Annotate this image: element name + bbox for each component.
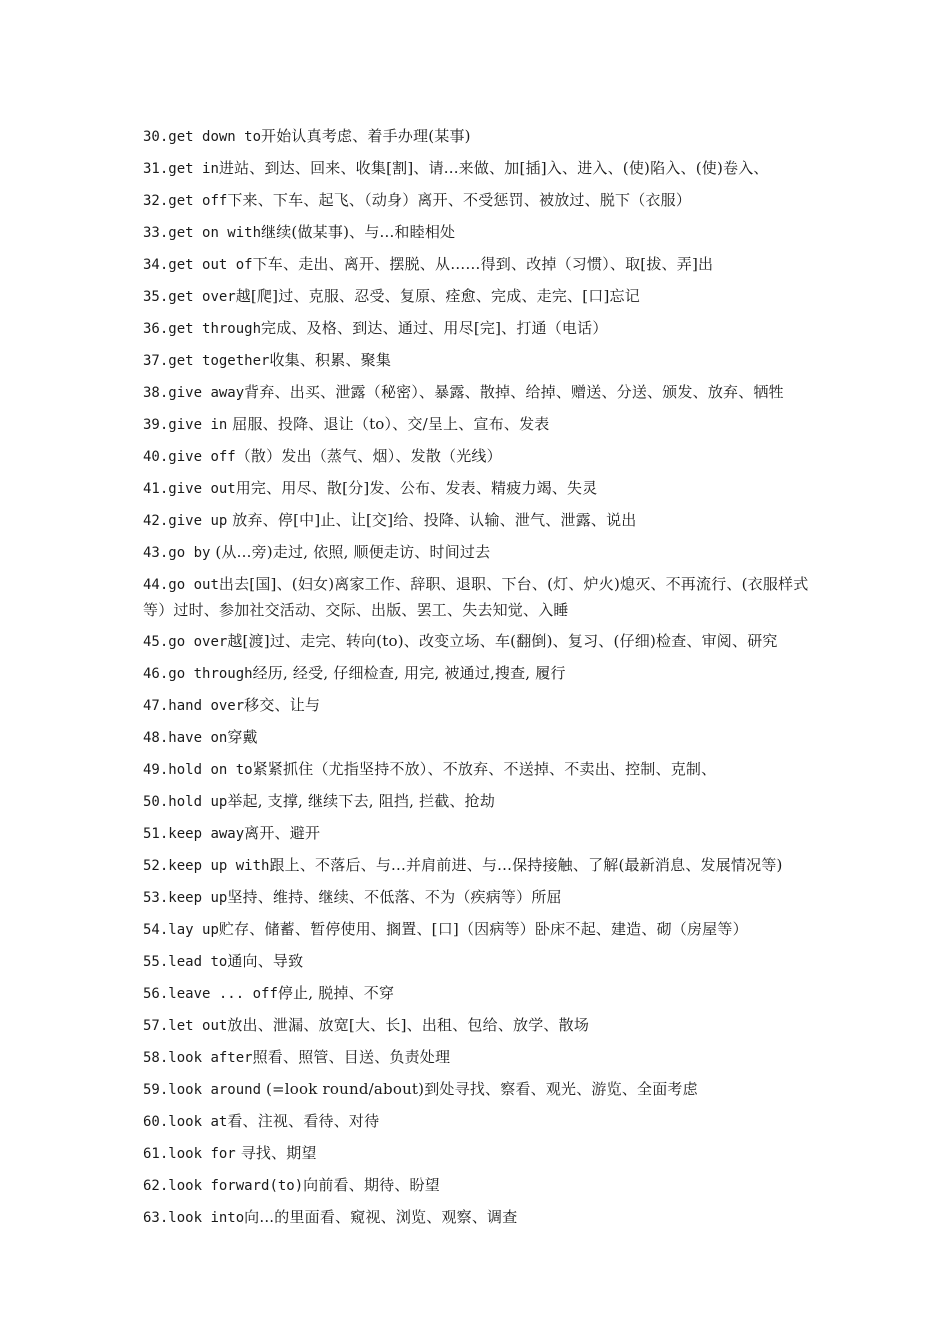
chinese-definition: 停止, 脱掉、不穿 — [277, 984, 395, 1002]
phrase-entry — [143, 316, 813, 342]
entry-number: 43. — [143, 545, 169, 561]
phrase-entry — [143, 572, 813, 623]
english-phrase: look forward(to) — [168, 1178, 304, 1194]
chinese-definition: 越[渡]过、走完、转向(to)、改变立场、车(翻倒)、复习、(仔细)检查、审阅、研究 — [227, 632, 778, 650]
english-phrase: go through — [168, 666, 253, 682]
english-phrase: get off — [168, 193, 228, 209]
chinese-definition: 下来、下车、起飞、（动身）离开、不受惩罚、被放过、脱下（衣服） — [227, 191, 692, 209]
chinese-definition: 放弃、停[中]止、让[交]给、投降、认输、泄气、泄露、说出 — [227, 511, 637, 529]
entry-number: 37. — [143, 353, 169, 369]
entry-number: 50. — [143, 794, 169, 810]
english-phrase: go out — [168, 577, 219, 593]
english-phrase: give off — [168, 449, 236, 465]
chinese-definition: 放出、泄漏、放宽[大、长]、出租、包给、放学、散场 — [227, 1016, 590, 1034]
phrase-list — [143, 124, 813, 1237]
phrase-entry — [143, 540, 813, 566]
entry-number: 61. — [143, 1146, 169, 1162]
phrase-entry — [143, 981, 813, 1007]
english-phrase: get over — [168, 289, 236, 305]
entry-number: 31. — [143, 161, 169, 177]
chinese-definition: 贮存、储蓄、暂停使用、搁置、[口]（因病等）卧床不起、建造、砌（房屋等） — [218, 920, 748, 938]
english-phrase: get out of — [168, 257, 253, 273]
english-phrase: hand over — [168, 698, 245, 714]
chinese-definition: 举起, 支撑, 继续下去, 阻挡, 拦截、抢劫 — [227, 792, 496, 810]
phrase-entry — [143, 508, 813, 534]
entry-number: 35. — [143, 289, 169, 305]
english-phrase: give away — [168, 385, 245, 401]
chinese-definition: 屈服、投降、退让（to）、交/呈上、宣布、发表 — [227, 415, 550, 433]
phrase-entry — [143, 284, 813, 310]
phrase-entry — [143, 853, 813, 879]
entry-number: 62. — [143, 1178, 169, 1194]
phrase-entry — [143, 1013, 813, 1039]
chinese-definition: 进站、到达、回来、收集[割]、请...来做、加[插]入、进入、(使)陷入、(使)卷入、 — [218, 159, 769, 177]
phrase-entry — [143, 252, 813, 278]
entry-number: 30. — [143, 129, 169, 145]
chinese-definition: (从...旁)走过, 依照, 顺便走访、时间过去 — [210, 543, 491, 561]
english-phrase: give in — [168, 417, 228, 433]
phrase-entry — [143, 661, 813, 687]
entry-number: 60. — [143, 1114, 169, 1130]
phrase-entry — [143, 1077, 813, 1103]
entry-number: 63. — [143, 1210, 169, 1226]
english-phrase: leave ... off — [168, 986, 278, 1002]
english-phrase: keep up — [168, 890, 228, 906]
english-phrase: get on with — [168, 225, 262, 241]
phrase-entry — [143, 949, 813, 975]
entry-number: 46. — [143, 666, 169, 682]
english-phrase: look around — [168, 1082, 262, 1098]
entry-number: 32. — [143, 193, 169, 209]
entry-number: 57. — [143, 1018, 169, 1034]
chinese-definition: （散）发出（蒸气、烟）、发散（光线） — [235, 447, 502, 465]
entry-number: 48. — [143, 730, 169, 746]
entry-number: 54. — [143, 922, 169, 938]
phrase-entry — [143, 348, 813, 374]
chinese-definition: 看、注视、看待、对待 — [227, 1112, 380, 1130]
entry-number: 56. — [143, 986, 169, 1002]
entry-number: 45. — [143, 634, 169, 650]
entry-number: 40. — [143, 449, 169, 465]
chinese-definition: 收集、积累、聚集 — [269, 351, 392, 369]
chinese-definition: 通向、导致 — [227, 952, 304, 970]
phrase-entry — [143, 725, 813, 751]
english-phrase: get in — [168, 161, 219, 177]
english-phrase: go by — [168, 545, 211, 561]
entry-number: 52. — [143, 858, 169, 874]
phrase-entry — [143, 1205, 813, 1231]
entry-number: 47. — [143, 698, 169, 714]
entry-number: 33. — [143, 225, 169, 241]
phrase-entry — [143, 476, 813, 502]
english-phrase: get through — [168, 321, 262, 337]
entry-number: 58. — [143, 1050, 169, 1066]
chinese-definition: 开始认真考虑、着手办理(某事) — [261, 127, 471, 145]
entry-number: 41. — [143, 481, 169, 497]
entry-number: 55. — [143, 954, 169, 970]
english-phrase: look at — [168, 1114, 228, 1130]
chinese-definition: 继续(做某事)、与...和睦相处 — [261, 223, 456, 241]
phrase-entry — [143, 885, 813, 911]
entry-number: 34. — [143, 257, 169, 273]
english-phrase: look into — [168, 1210, 245, 1226]
chinese-definition: 越[爬]过、克服、忍受、复原、痊愈、完成、走完、[口]忘记 — [235, 287, 640, 305]
english-phrase: give out — [168, 481, 236, 497]
chinese-definition: 经历, 经受, 仔细检查, 用完, 被通过,搜查, 履行 — [252, 664, 566, 682]
entry-number: 51. — [143, 826, 169, 842]
chinese-definition: 穿戴 — [227, 728, 258, 746]
phrase-entry — [143, 789, 813, 815]
english-phrase: get together — [168, 353, 270, 369]
chinese-definition: 跟上、不落后、与...并肩前进、与...保持接触、了解(最新消息、发展情况等) — [269, 856, 783, 874]
entry-number: 39. — [143, 417, 169, 433]
entry-number: 59. — [143, 1082, 169, 1098]
english-phrase: give up — [168, 513, 228, 529]
entry-number: 42. — [143, 513, 169, 529]
english-phrase: lay up — [168, 922, 219, 938]
phrase-entry — [143, 1141, 813, 1167]
chinese-definition: 离开、避开 — [244, 824, 321, 842]
phrase-entry — [143, 188, 813, 214]
english-phrase: get down to — [168, 129, 262, 145]
entry-number: 49. — [143, 762, 169, 778]
entry-number: 38. — [143, 385, 169, 401]
chinese-definition: 移交、让与 — [244, 696, 321, 714]
entry-number: 36. — [143, 321, 169, 337]
english-phrase: go over — [168, 634, 228, 650]
entry-number: 53. — [143, 890, 169, 906]
phrase-entry — [143, 444, 813, 470]
phrase-entry — [143, 821, 813, 847]
chinese-definition: 坚持、维持、继续、不低落、不为（疾病等）所屈 — [227, 888, 562, 906]
chinese-definition: 向...的里面看、窥视、浏览、观察、调查 — [244, 1208, 518, 1226]
chinese-definition: 出去[国]、(妇女)离家工作、辞职、退职、下台、(灯、炉火)熄灭、不再流行、(衣服样式等）过时、参加社交活动、交际、出版、罢工、失去知觉、入睡 — [143, 575, 809, 619]
phrase-entry — [143, 124, 813, 150]
chinese-definition: (=look round/about)到处寻找、察看、观光、游览、全面考虑 — [261, 1080, 698, 1098]
english-phrase: lead to — [168, 954, 228, 970]
chinese-definition: 照看、照管、目送、负责处理 — [252, 1048, 451, 1066]
chinese-definition: 下车、走出、离开、摆脱、从……得到、改掉（习惯）、取[拔、弄]出 — [252, 255, 714, 273]
phrase-entry — [143, 917, 813, 943]
english-phrase: look after — [168, 1050, 253, 1066]
chinese-definition: 用完、用尽、散[分]发、公布、发表、精疲力竭、失灵 — [235, 479, 598, 497]
chinese-definition: 向前看、期待、盼望 — [303, 1176, 440, 1194]
phrase-entry — [143, 1109, 813, 1135]
chinese-definition: 寻找、期望 — [235, 1144, 317, 1162]
phrase-entry — [143, 629, 813, 655]
phrase-entry — [143, 757, 813, 783]
phrase-entry — [143, 380, 813, 406]
phrase-entry — [143, 220, 813, 246]
phrase-entry — [143, 156, 813, 182]
chinese-definition: 紧紧抓住（尤指坚持不放）、不放弃、不送掉、不卖出、控制、克制、 — [252, 760, 717, 778]
english-phrase: look for — [168, 1146, 236, 1162]
english-phrase: keep away — [168, 826, 245, 842]
english-phrase: hold up — [168, 794, 228, 810]
chinese-definition: 完成、及格、到达、通过、用尽[完]、打通（电话） — [261, 319, 608, 337]
english-phrase: hold on to — [168, 762, 253, 778]
english-phrase: have on — [168, 730, 228, 746]
phrase-entry — [143, 412, 813, 438]
english-phrase: let out — [168, 1018, 228, 1034]
chinese-definition: 背弃、出买、泄露（秘密）、暴露、散掉、给掉、赠送、分送、颁发、放弃、牺牲 — [244, 383, 784, 401]
phrase-entry — [143, 1045, 813, 1071]
phrase-entry — [143, 1173, 813, 1199]
entry-number: 44. — [143, 577, 169, 593]
english-phrase: keep up with — [168, 858, 270, 874]
phrase-entry — [143, 693, 813, 719]
